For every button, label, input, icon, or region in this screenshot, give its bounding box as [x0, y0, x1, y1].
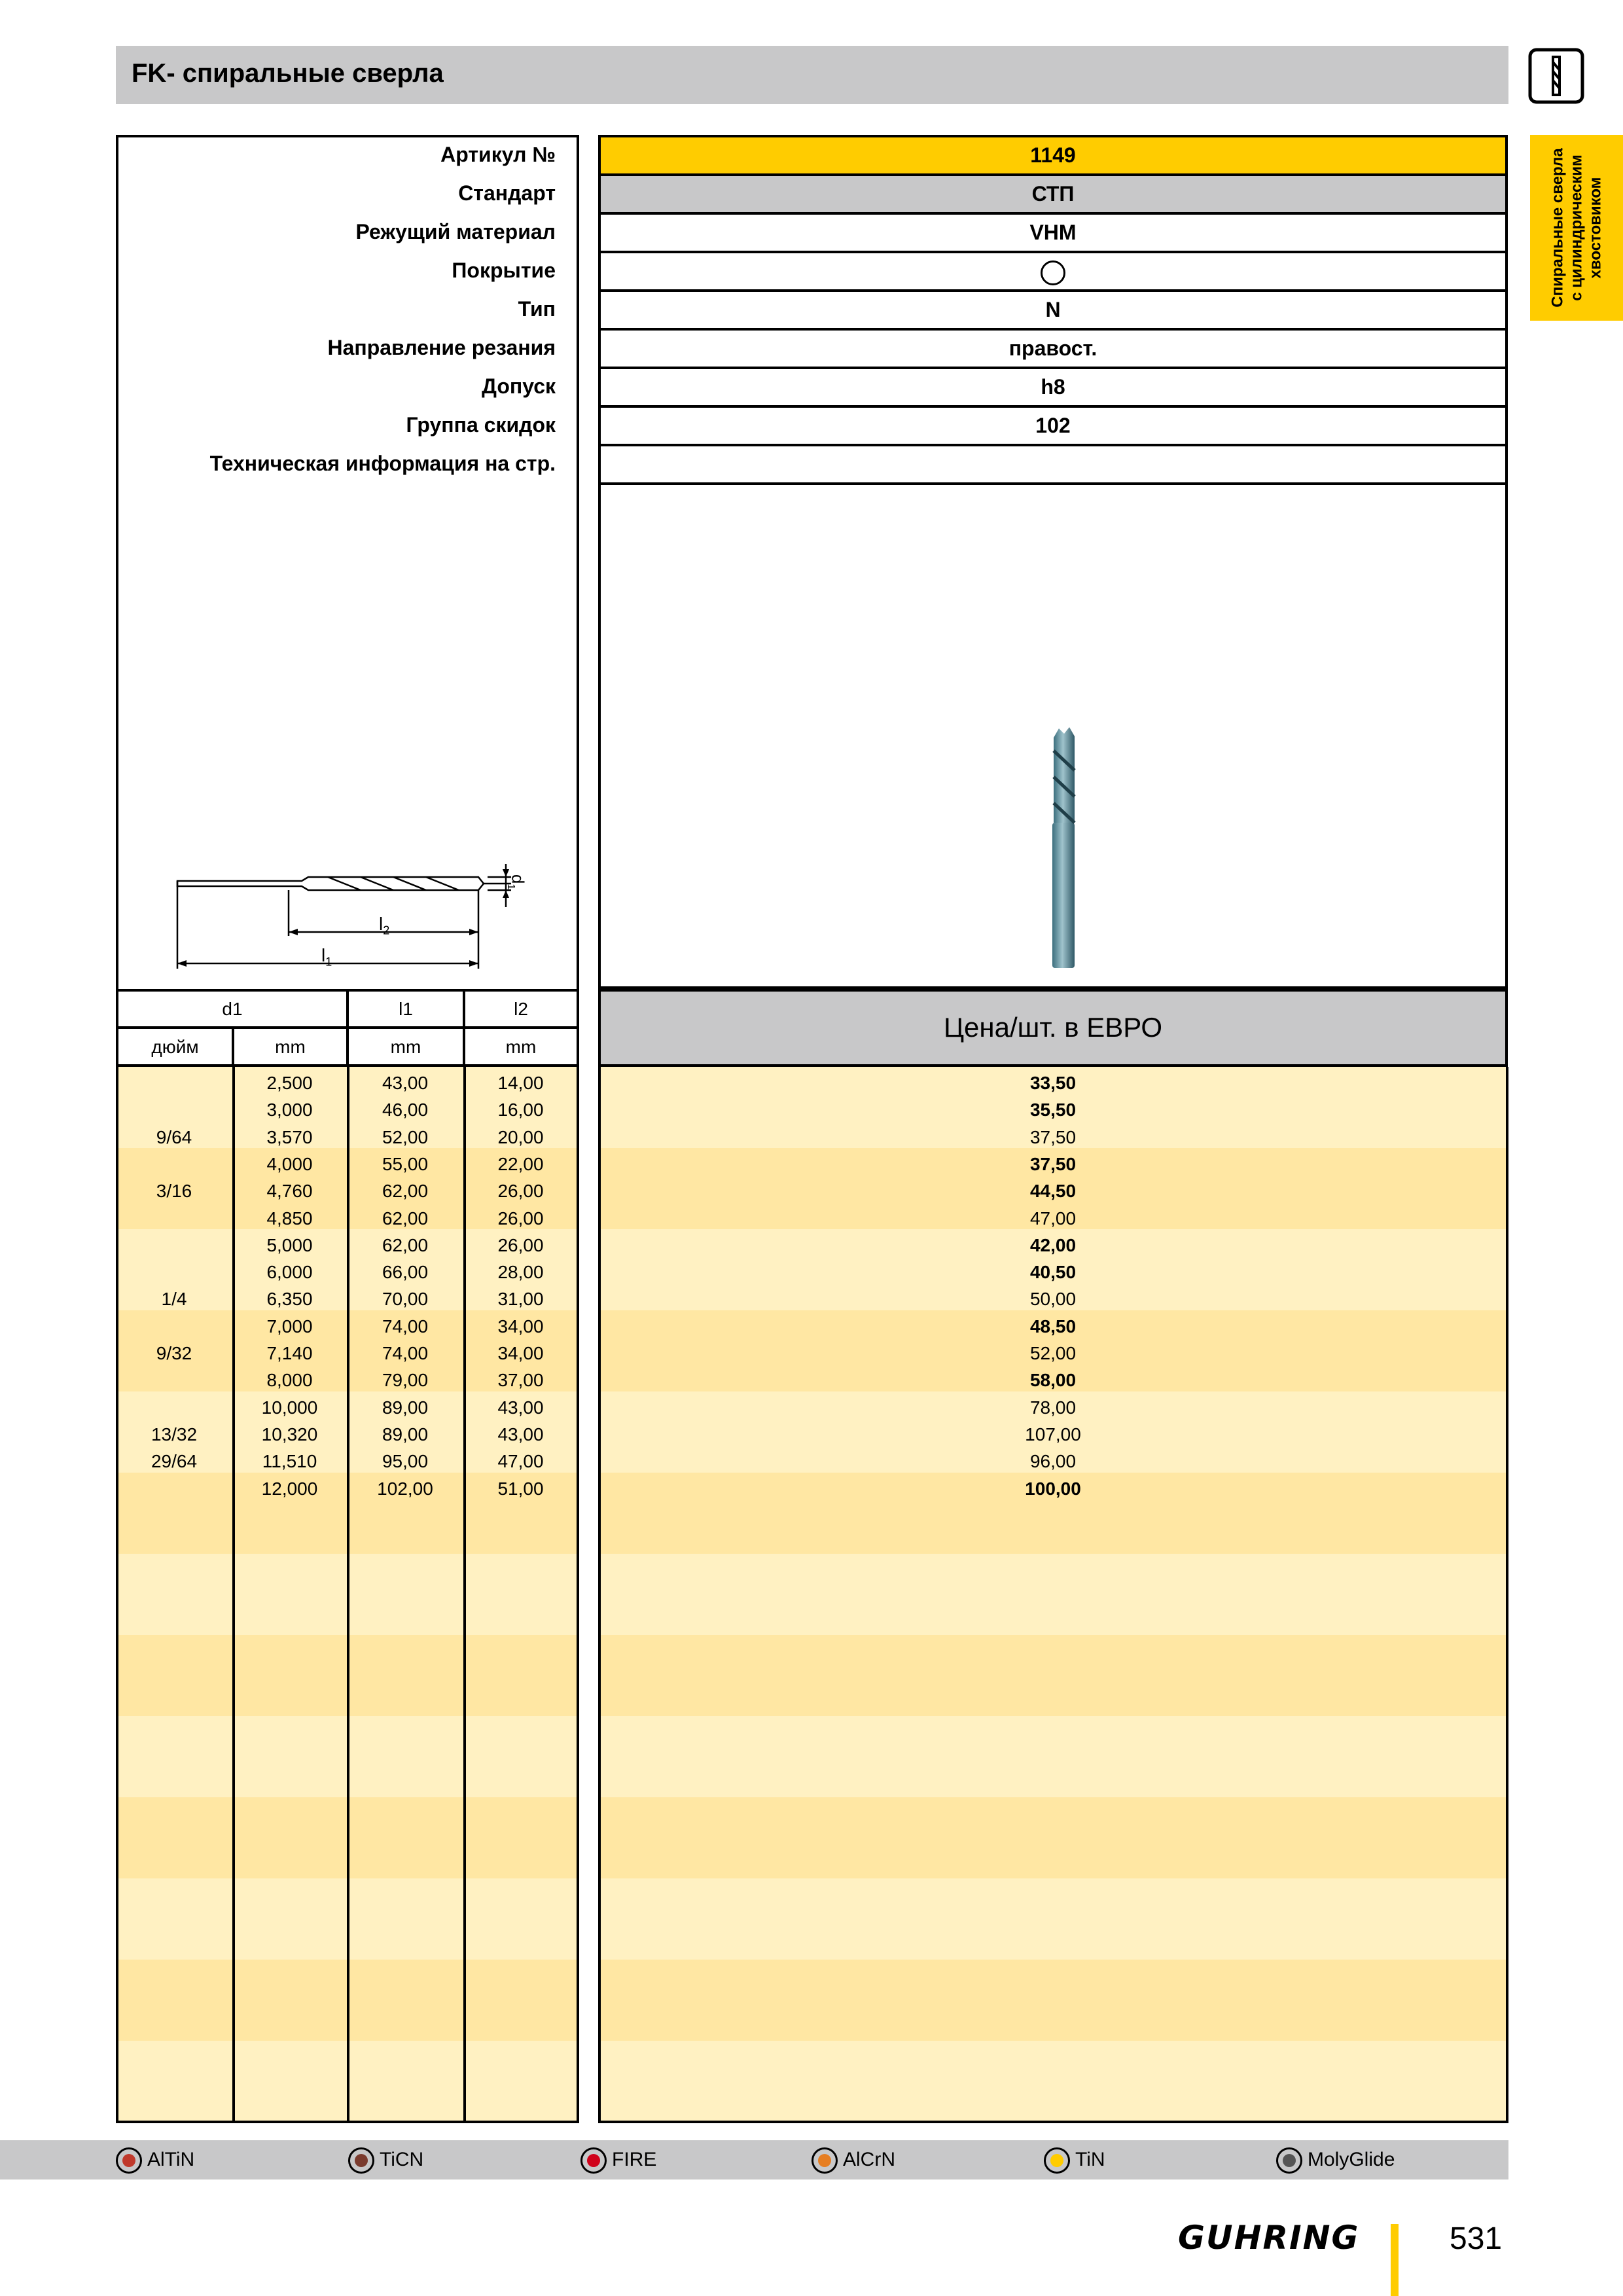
section-tab-line2: с цилиндрическим	[1567, 154, 1586, 301]
cell-inch: 29/64	[151, 1451, 198, 1472]
value-tech-info	[598, 444, 1508, 485]
cell-d1: 10,320	[261, 1424, 318, 1444]
cell-l2: 43,00	[497, 1397, 544, 1418]
label-article: Артикул №	[440, 143, 556, 166]
cell-l2: 26,00	[497, 1234, 544, 1255]
cell-l1: 46,00	[382, 1100, 429, 1121]
cell-inch: 3/16	[156, 1181, 192, 1202]
legend-label: AlCrN	[843, 2149, 895, 2170]
value-discount-group	[598, 405, 1508, 446]
uncoated-circle-icon	[1041, 260, 1065, 285]
dim-label-l1: $l_1$	[321, 945, 332, 969]
cell-price: 42,00	[1029, 1234, 1077, 1255]
cell-price: 33,50	[1029, 1073, 1077, 1093]
cell-price: 37,50	[1029, 1126, 1077, 1147]
cell-d1: 11,510	[262, 1451, 317, 1472]
cell-l1: 89,00	[382, 1397, 429, 1418]
cell-l2: 34,00	[497, 1343, 544, 1363]
table-row	[116, 1205, 1508, 1232]
label-coating: Покрытие	[452, 259, 556, 282]
coating-icon	[116, 2147, 142, 2174]
label-cutting-material: Режущий материал	[355, 220, 556, 243]
value-cutting-material	[598, 212, 1508, 253]
table-row	[116, 1394, 1508, 1421]
cell-d1: 12,000	[261, 1478, 318, 1499]
legend-item-altin	[116, 2145, 194, 2174]
table-cells	[116, 1067, 1508, 2123]
cell-d1: 6,350	[266, 1289, 313, 1310]
cell-inch: 13/32	[151, 1424, 198, 1444]
cell-l1: 66,00	[382, 1262, 429, 1283]
cell-inch	[116, 1259, 232, 1285]
value-coating	[598, 251, 1508, 292]
cell-l1: 62,00	[382, 1208, 429, 1229]
legend-label: TiN	[1075, 2149, 1105, 2170]
cell-price: 48,50	[1029, 1316, 1077, 1336]
cell-l2: 28,00	[497, 1262, 544, 1283]
cell-price: 78,00	[1029, 1397, 1077, 1418]
label-type: Тип	[518, 297, 556, 321]
column-head-l1: l1	[347, 989, 465, 1028]
cell-l2: 43,00	[497, 1424, 544, 1444]
column-head-l2: l2	[463, 989, 579, 1028]
section-tab-line3: хвостовиком	[1586, 177, 1605, 279]
value-cutting-direction	[598, 328, 1508, 369]
table-row	[116, 1340, 1508, 1367]
value-article	[598, 135, 1508, 176]
cell-l2: 31,00	[497, 1289, 544, 1310]
cell-l1: 62,00	[382, 1181, 429, 1202]
cell-price: 107,00	[1025, 1424, 1081, 1444]
cell-price: 37,50	[1029, 1153, 1077, 1174]
cell-d1: 3,000	[266, 1100, 313, 1121]
legend-item-alcrn	[812, 2145, 895, 2174]
cell-price: 58,00	[1029, 1370, 1077, 1391]
cell-l1: 43,00	[382, 1073, 429, 1093]
label-discount-group: Группа скидок	[406, 413, 556, 437]
cell-l1: 74,00	[382, 1316, 429, 1336]
legend-item-ticn	[348, 2145, 423, 2174]
cell-d1: 3,570	[266, 1126, 313, 1147]
label-standard: Стандарт	[458, 181, 556, 205]
value-standard	[598, 173, 1508, 215]
cell-l1: 89,00	[382, 1424, 429, 1444]
tolerance-value: h8	[1041, 375, 1065, 399]
cell-inch	[116, 1069, 232, 1096]
cell-l2: 34,00	[497, 1316, 544, 1336]
table-divider-inch	[232, 1067, 235, 2123]
table-border-bottom-right	[598, 2121, 1508, 2123]
value-type	[598, 289, 1508, 331]
cell-l2: 22,00	[497, 1153, 544, 1174]
table-divider-d1	[347, 1067, 349, 2123]
drill-category-icon	[1528, 48, 1584, 104]
product-image-panel	[598, 482, 1508, 989]
label-cutting-direction: Направление резания	[327, 336, 556, 359]
cell-l1: 102,00	[377, 1478, 433, 1499]
table-row	[116, 1448, 1508, 1475]
cell-inch	[116, 1367, 232, 1393]
table-row	[116, 1177, 1508, 1204]
cell-d1: 7,140	[266, 1343, 313, 1363]
discount-group-value: 102	[1035, 414, 1071, 437]
coating-icon	[1044, 2147, 1070, 2174]
cell-inch	[116, 1313, 232, 1340]
cell-d1: 7,000	[266, 1316, 313, 1336]
cell-d1: 8,000	[266, 1370, 313, 1391]
cell-inch: 1/4	[161, 1289, 187, 1310]
cell-l2: 16,00	[497, 1100, 544, 1121]
cell-inch	[116, 1394, 232, 1421]
cell-inch	[116, 1151, 232, 1177]
cell-inch	[116, 1205, 232, 1232]
cell-d1: 4,000	[266, 1153, 313, 1174]
cell-l2: 47,00	[497, 1451, 544, 1472]
cell-price: 44,50	[1029, 1181, 1077, 1202]
cell-l1: 55,00	[382, 1153, 429, 1174]
title-bar	[116, 46, 1508, 104]
table-border-price-left	[598, 1067, 601, 2123]
table-row	[116, 1367, 1508, 1393]
cell-price: 96,00	[1029, 1451, 1077, 1472]
cell-inch: 9/32	[156, 1343, 192, 1363]
table-border-bottom-left	[116, 2121, 579, 2123]
cell-d1: 10,000	[261, 1397, 318, 1418]
cell-d1: 5,000	[266, 1234, 313, 1255]
table-border-price-right	[1506, 1067, 1508, 2123]
legend-label: TiCN	[380, 2149, 424, 2170]
table-row	[116, 1285, 1508, 1312]
cell-l1: 70,00	[382, 1289, 429, 1310]
table-row	[116, 1232, 1508, 1259]
cutting-direction-value: правост.	[1008, 336, 1097, 360]
table-row	[116, 1259, 1508, 1285]
dim-label-l2: $l_2$	[379, 914, 390, 937]
brand-divider	[1391, 2224, 1399, 2296]
coating-icon	[580, 2147, 607, 2174]
cell-price: 47,00	[1029, 1208, 1077, 1229]
section-tab-line1: Спиральные сверла	[1548, 148, 1567, 308]
coating-icon	[812, 2147, 838, 2174]
cell-price: 100,00	[1025, 1478, 1081, 1499]
dimension-price-table	[116, 1067, 1508, 2123]
table-row	[116, 1124, 1508, 1151]
brand-logo: GUHRING	[1178, 2219, 1360, 2257]
legend-label: AlTiN	[147, 2149, 195, 2170]
subhead-l2-mm: mm	[463, 1027, 579, 1067]
table-row	[116, 1421, 1508, 1448]
cell-price: 52,00	[1029, 1343, 1077, 1363]
cell-l2: 37,00	[497, 1370, 544, 1391]
drill-product-image	[1044, 725, 1084, 973]
cell-l1: 74,00	[382, 1343, 429, 1363]
cell-d1: 6,000	[266, 1262, 313, 1283]
cell-d1: 4,850	[266, 1208, 313, 1229]
table-row	[116, 1151, 1508, 1177]
cutting-material-value: VHM	[1029, 221, 1077, 244]
table-divider-l1	[463, 1067, 466, 2123]
legend-item-fire	[580, 2145, 656, 2174]
cell-l2: 51,00	[497, 1478, 544, 1499]
subhead-l1-mm: mm	[347, 1027, 465, 1067]
type-value: N	[1045, 298, 1061, 321]
legend-label: FIRE	[612, 2149, 657, 2170]
cell-l1: 79,00	[382, 1370, 429, 1391]
section-tab[interactable]	[1530, 135, 1623, 321]
table-row	[116, 1069, 1508, 1096]
legend-item-tin	[1044, 2145, 1105, 2174]
coating-legend	[0, 2140, 1508, 2179]
subhead-d1-mm: mm	[232, 1027, 348, 1067]
legend-label: MolyGlide	[1308, 2149, 1395, 2170]
cell-l2: 26,00	[497, 1181, 544, 1202]
cell-d1: 2,500	[266, 1073, 313, 1093]
subhead-inch: дюйм	[116, 1027, 234, 1067]
page-number: 531	[1450, 2221, 1503, 2256]
dim-label-d1: $d_1$	[505, 874, 528, 890]
standard-value: СТП	[1031, 182, 1075, 206]
cell-inch	[116, 1096, 232, 1123]
cell-inch: 9/64	[156, 1126, 192, 1147]
cell-price: 40,50	[1029, 1262, 1077, 1283]
cell-inch	[116, 1232, 232, 1259]
cell-l2: 26,00	[497, 1208, 544, 1229]
table-row	[116, 1096, 1508, 1123]
table-row	[116, 1313, 1508, 1340]
article-number: 1149	[1030, 143, 1076, 167]
cell-d1: 4,760	[266, 1181, 313, 1202]
cell-price: 50,00	[1029, 1289, 1077, 1310]
cell-l2: 20,00	[497, 1126, 544, 1147]
cell-inch	[116, 1475, 232, 1502]
legend-item-molyglide	[1276, 2145, 1395, 2174]
value-tolerance	[598, 367, 1508, 408]
coating-icon	[1276, 2147, 1302, 2174]
label-tolerance: Допуск	[482, 374, 556, 398]
column-head-d1: d1	[116, 989, 348, 1028]
table-border-left	[116, 1067, 118, 2123]
cell-l1: 52,00	[382, 1126, 429, 1147]
table-border-left-right	[577, 1067, 579, 2123]
cell-l1: 62,00	[382, 1234, 429, 1255]
page-title: FK- спиральные сверла	[132, 59, 444, 88]
coating-icon	[348, 2147, 374, 2174]
cell-l2: 14,00	[497, 1073, 544, 1093]
drill-dimension-drawing	[171, 851, 537, 982]
price-column-head: Цена/шт. в ЕВРО	[598, 989, 1508, 1067]
cell-l1: 95,00	[382, 1451, 429, 1472]
cell-price: 35,50	[1029, 1100, 1077, 1121]
table-row	[116, 1475, 1508, 1502]
label-tech-info: Техническая информация на стр.	[209, 452, 556, 475]
